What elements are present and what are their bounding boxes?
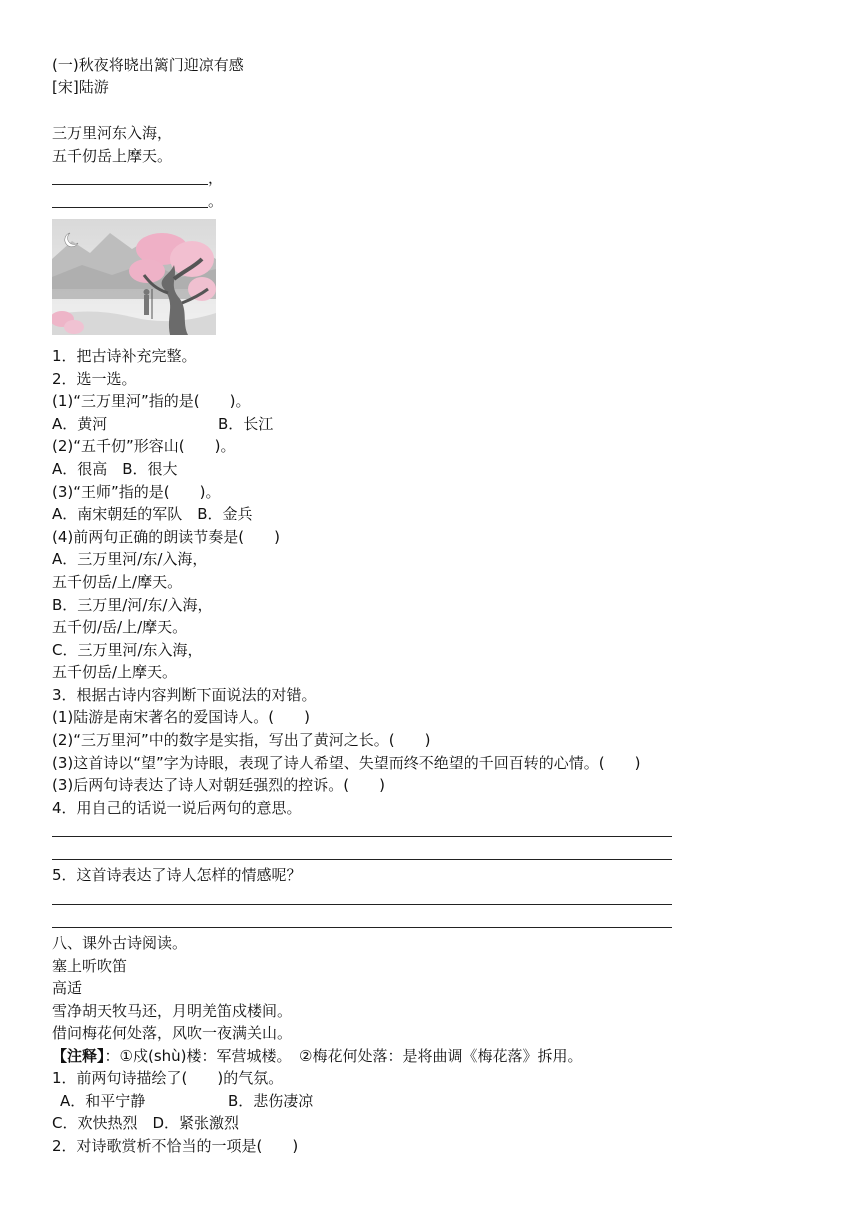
question-2-4: (4)前两句正确的朗读节奏是( ) [52,528,280,546]
poem2-option-a[interactable]: A．和平宁静 [60,1092,146,1110]
section-8-heading: 八、课外古诗阅读。 [52,934,188,952]
option-2-4-b-line2: 五千仞/岳/上/摩天。 [52,618,188,636]
question-2-3: (3)“王师”指的是( )。 [52,483,221,501]
options-2-2[interactable]: A．很高 B．很大 [52,460,178,478]
option-2-4-c-line1[interactable]: C．三万里河/东入海， [52,641,203,659]
question-3-1: (1)陆游是南宋著名的爱国诗人。( ) [52,708,310,726]
options-2-3[interactable]: A．南宋朝廷的军队 B．金兵 [52,505,253,523]
question-3-2: (2)“三万里河”中的数字是实指，写出了黄河之长。( ) [52,731,431,749]
poem-title: (一)秋夜将晓出篱门迎凉有感 [52,56,244,74]
poem-line-2: 五千仞岳上摩天。 [52,147,173,165]
poem2-line-2: 借问梅花何处落，风吹一夜满关山。 [52,1024,293,1042]
poem2-option-b[interactable]: B．悲伤凄凉 [228,1092,314,1110]
annotation-text: ：①戍(shù)楼：军营城楼。 ②梅花何处落：是将曲调《梅花落》拆用。 [104,1047,583,1065]
answer-line-5-2[interactable] [52,927,672,928]
poem2-author: 高适 [52,979,83,997]
question-2: 2．选一选。 [52,370,137,388]
poem2-question-2: 2．对诗歌赏析不恰当的一项是( ) [52,1137,299,1155]
question-3-3: (3)这首诗以“望”字为诗眼，表现了诗人希望、失望而终不绝望的千回百转的心情。( ) [52,754,641,772]
question-5: 5．这首诗表达了诗人怎样的情感呢？ [52,866,302,884]
answer-line-4-1[interactable] [52,836,672,837]
poem2-line-1: 雪净胡天牧马还，月明羌笛戍楼间。 [52,1002,293,1020]
question-4: 4．用自己的话说一说后两句的意思。 [52,799,302,817]
question-2-1: (1)“三万里河”指的是( )。 [52,392,251,410]
blank-punct-2: 。 [208,192,224,210]
question-2-2: (2)“五千仞”形容山( )。 [52,437,236,455]
answer-line-5-1[interactable] [52,904,672,905]
option-2-4-b-line1[interactable]: B．三万里/河/东/入海， [52,596,213,614]
option-2-1-a[interactable]: A．黄河 [52,415,108,433]
annotation-label: 【注释】 [52,1047,105,1065]
poem2-question-1: 1．前两句诗描绘了( )的气氛。 [52,1069,284,1087]
poem2-title: 塞上听吹笛 [52,957,128,975]
blank-punct-1: ， [208,169,224,187]
poem-line-1: 三万里河东入海， [52,124,173,142]
fill-blank-line-2[interactable] [52,207,208,208]
option-2-1-b[interactable]: B．长江 [218,415,274,433]
option-2-4-c-line2: 五千仞岳/上摩天。 [52,663,178,681]
option-2-4-a-line2: 五千仞岳/上/摩天。 [52,573,183,591]
poem-illustration [52,219,216,335]
answer-line-4-2[interactable] [52,859,672,860]
annotation [52,1046,582,1066]
poem-author: [宋]陆游 [52,78,109,96]
question-3-4: (3)后两句诗表达了诗人对朝廷强烈的控诉。( ) [52,776,385,794]
fill-blank-line-1[interactable] [52,184,208,185]
option-2-4-a-line1[interactable]: A．三万里河/东/入海， [52,550,208,568]
poem2-options-cd[interactable]: C．欢快热烈 D．紧张激烈 [52,1114,240,1132]
question-3: 3．根据古诗内容判断下面说法的对错。 [52,686,317,704]
question-1: 1．把古诗补充完整。 [52,347,197,365]
